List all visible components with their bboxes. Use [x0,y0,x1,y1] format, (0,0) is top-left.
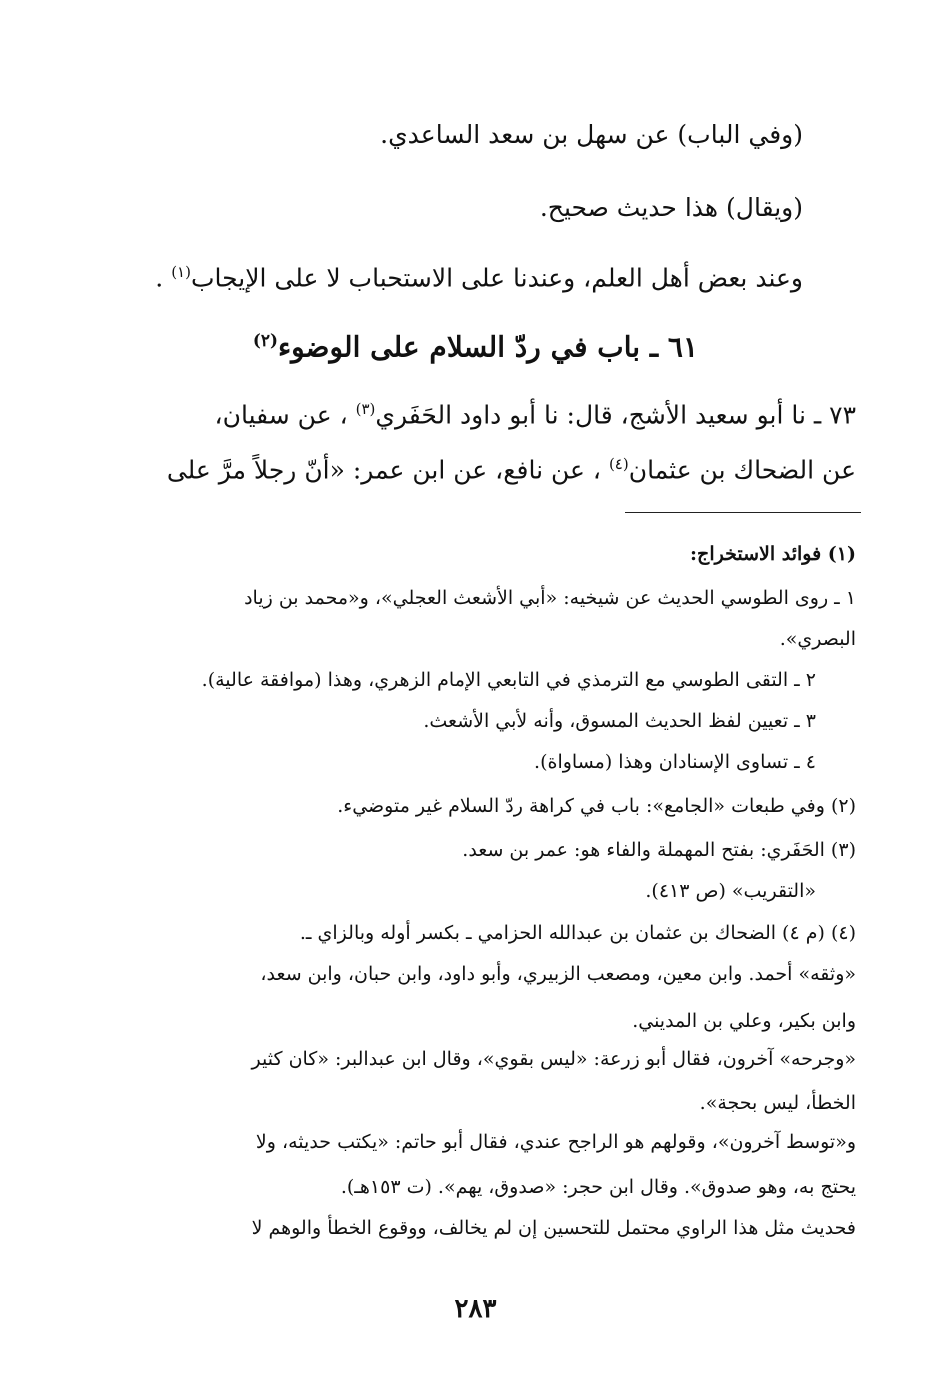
text-line-4: ٧٣ ـ نا أبو سعيد الأشج، قال: نا أبو داود الحَفَري$^{(٣)}$ ، عن سفيان، [214,400,856,430]
page-number: ٢٨٣ [454,1294,497,1324]
text-line-2: (ويقال) هذا حديث صحيح. [539,193,803,222]
footnote-4-line-8: فحديث مثل هذا الراوي محتمل للتحسين إن لم يخالف، ووقوع الخطأ والوهم لا [251,1217,856,1239]
footnote-4-line-7: يحتج به، وهو صدوق». وقال ابن حجر: «صدوق، يهم». (ت ١٥٣هـ). [340,1176,856,1198]
footnote-separator [625,512,861,513]
footnote-1-heading: (١) فوائد الاستخراج: [690,543,856,565]
footnote-3: (٣) الحَفَري: بفتح المهملة والفاء هو: عمر بن سعد. [462,839,856,861]
footnote-4-line-4: «وجرحه» آخرون، فقال أبو زرعة: «ليس بقوي»، وقال ابن عبدالبر: «كان كثير [251,1048,856,1070]
chapter-heading: ٦١ ـ باب في ردّ السلام على الوضوء$^{(٢)}$ [252,330,699,364]
footnote-2: (٢) وفي طبعات «الجامع»: باب في كراهة ردّ السلام غير متوضيء. [337,795,856,817]
footnote-4-line-6: و«توسط آخرون»، وقولهم هو الراجح عندي، فقال أبو حاتم: «يكتب حديثه، ولا [255,1131,856,1153]
footnote-1-item-3: ٣ ـ تعيين لفظ الحديث المسوق، وأنه لأبي الأشعث. [423,710,816,732]
footnote-ref-4: (٤) [608,455,629,473]
text-line-1: (وفي الباب) عن سهل بن سعد الساعدي. [380,120,803,149]
footnote-4: (٤) (م ٤) الضحاك بن عثمان بن عبدالله الحزامي ـ بكسر أوله وبالزاي ـ. [299,922,856,944]
footnote-ref-1: (١) [171,263,191,281]
footnote-ref-2: (٢) [252,330,278,350]
footnote-4-line-2: «وثقه» أحمد. وابن معين، ومصعب الزبيري، وأبو داود، وابن حبان، وابن سعد، [260,963,856,985]
footnote-1-item-4: ٤ ـ تساوى الإسنادان وهذا (مساواة). [534,751,816,773]
footnote-1-item-2: ٢ ـ التقى الطوسي مع الترمذي في التابعي الإمام الزهري، وهذا (موافقة عالية). [201,669,816,691]
footnote-4-line-5: الخطأ، ليس بحجة». [699,1092,856,1114]
footnote-1-item-1: ١ ـ روى الطوسي الحديث عن شيخيه: «أبي الأشعث العجلي»، و«محمد بن زياد [244,587,856,609]
text-line-5: عن الضحاك بن عثمان$^{(٤)}$ ، عن نافع، عن ابن عمر: «أنّ رجلاً مرَّ على [166,455,856,485]
footnote-4-line-3: وابن بكير، وعلي بن المديني. [632,1010,856,1032]
footnote-3-cont: «التقريب» (ص ٤١٣). [645,880,816,902]
footnote-ref-3: (٣) [355,400,376,418]
text-line-3: وعند بعض أهل العلم، وعندنا على الاستحباب لا على الإيجاب$^{(١)}$ . [155,263,803,293]
footnote-1-item-1-cont: البصري». [779,628,856,650]
